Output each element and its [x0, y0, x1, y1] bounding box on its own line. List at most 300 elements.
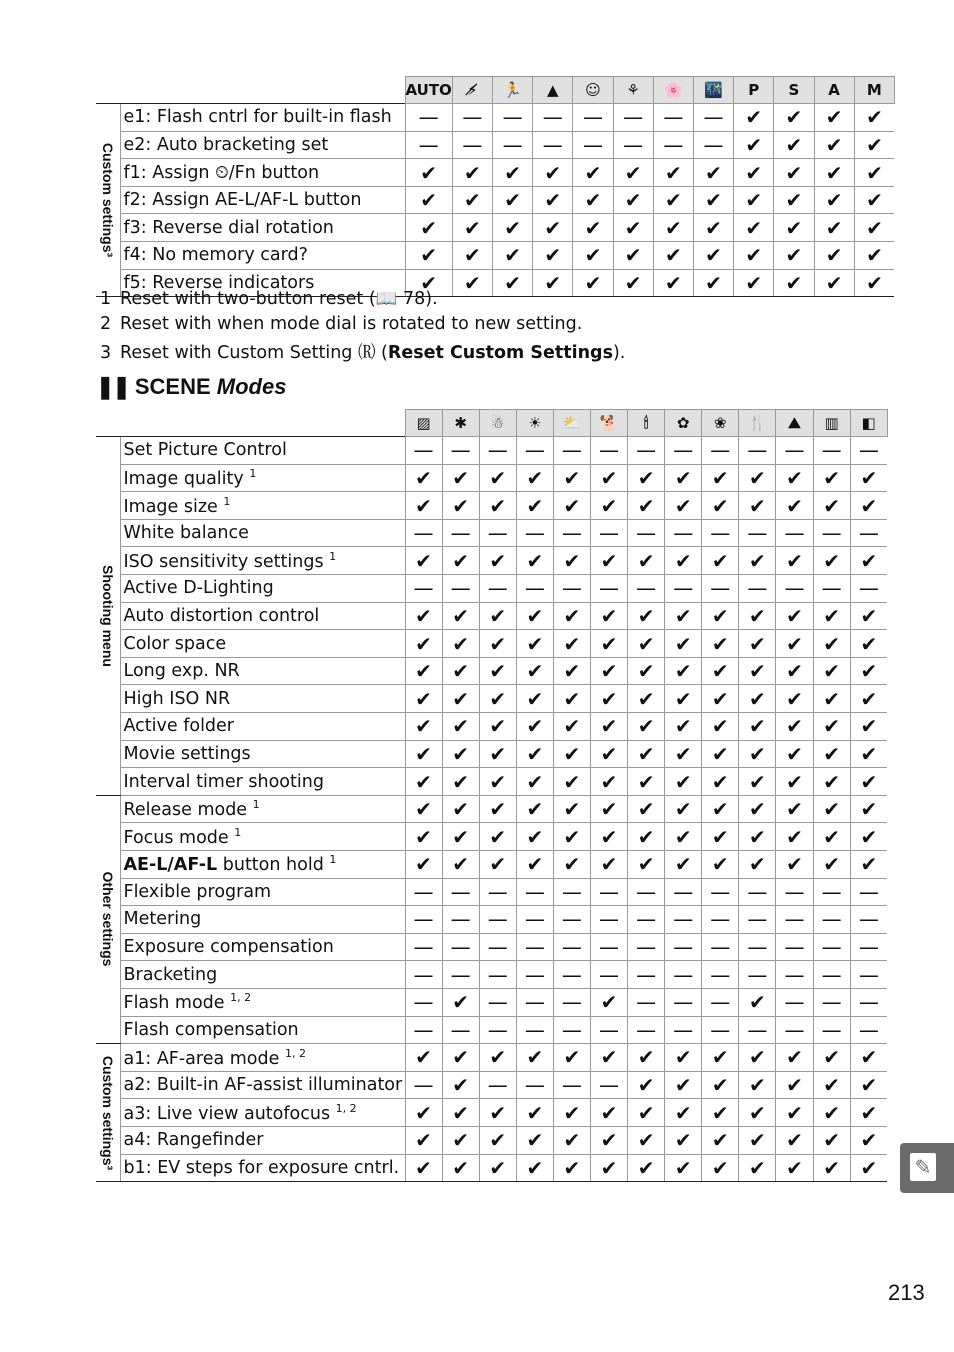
dash-mark: — [665, 988, 702, 1016]
row-label [120, 492, 405, 520]
check-mark: ✔ [442, 740, 479, 768]
check-mark: ✔ [405, 768, 442, 796]
row-label-text: Focus mode [123, 827, 229, 848]
check-mark: ✔ [776, 1071, 813, 1099]
table-row [96, 878, 887, 906]
check-mark: ✔ [628, 851, 665, 879]
mode-header-icon: ▥ [813, 410, 850, 437]
dash-mark: — [479, 1016, 516, 1044]
check-mark: ✔ [665, 464, 702, 492]
check-mark: ✔ [452, 242, 492, 270]
custom-settings-table-1 [96, 76, 895, 297]
row-label-text: f1: Assign ⏲/Fn button [123, 162, 320, 183]
row-label-text: e1: Flash cntrl for built-in flash [123, 107, 392, 128]
mode-header-icon: 🌃 [693, 77, 733, 104]
dash-mark: — [553, 1071, 590, 1099]
check-mark: ✔ [590, 492, 627, 520]
table-row [96, 933, 887, 961]
check-mark: ✔ [854, 104, 894, 132]
dash-mark: — [702, 437, 739, 465]
check-mark: ✔ [734, 186, 774, 214]
check-mark: ✔ [479, 657, 516, 685]
dash-mark: — [452, 104, 492, 132]
dash-mark: — [813, 878, 850, 906]
dash-mark: — [516, 988, 553, 1016]
dash-mark: — [665, 519, 702, 547]
check-mark: ✔ [734, 159, 774, 187]
check-mark: ✔ [479, 823, 516, 851]
dash-mark: — [405, 131, 452, 159]
dash-mark: — [702, 878, 739, 906]
check-mark: ✔ [665, 851, 702, 879]
row-label [120, 575, 405, 603]
dash-mark: — [665, 906, 702, 934]
row-label [120, 768, 405, 796]
check-mark: ✔ [665, 685, 702, 713]
check-mark: ✔ [854, 269, 894, 297]
check-mark: ✔ [493, 159, 533, 187]
check-mark: ✔ [405, 214, 452, 242]
row-label-text: Flash mode [123, 993, 225, 1014]
check-mark: ✔ [665, 602, 702, 630]
table-row [96, 519, 887, 547]
check-mark: ✔ [850, 602, 887, 630]
dash-mark: — [590, 519, 627, 547]
check-mark: ✔ [628, 1044, 665, 1072]
check-mark: ✔ [702, 740, 739, 768]
check-mark: ✔ [590, 630, 627, 658]
check-mark: ✔ [442, 988, 479, 1016]
check-mark: ✔ [442, 547, 479, 575]
check-mark: ✔ [590, 1044, 627, 1072]
check-mark: ✔ [573, 242, 613, 270]
check-mark: ✔ [628, 1126, 665, 1154]
table-row [96, 1126, 887, 1154]
check-mark: ✔ [854, 131, 894, 159]
check-mark: ✔ [479, 795, 516, 823]
check-mark: ✔ [479, 492, 516, 520]
check-mark: ✔ [452, 186, 492, 214]
check-mark: ✔ [442, 713, 479, 741]
footnote-ref: 1 [223, 494, 231, 508]
check-mark: ✔ [613, 269, 653, 297]
dash-mark: — [813, 933, 850, 961]
check-mark: ✔ [850, 492, 887, 520]
dash-mark: — [442, 519, 479, 547]
check-mark: ✔ [613, 214, 653, 242]
check-mark: ✔ [479, 602, 516, 630]
footnote-ref: 1 [329, 853, 337, 867]
footnote-3: 3 Reset with Custom Setting 🄡 (Reset Custom Settings). [100, 343, 626, 363]
check-mark: ✔ [702, 823, 739, 851]
check-mark: ✔ [533, 214, 573, 242]
table-row [96, 630, 887, 658]
mode-header-icon: AUTO [405, 77, 452, 104]
check-mark: ✔ [628, 740, 665, 768]
check-mark: ✔ [814, 242, 854, 270]
dash-mark: — [776, 437, 813, 465]
dash-mark: — [693, 131, 733, 159]
check-mark: ✔ [850, 823, 887, 851]
check-mark: ✔ [553, 1044, 590, 1072]
check-mark: ✔ [590, 602, 627, 630]
check-mark: ✔ [442, 851, 479, 879]
check-mark: ✔ [452, 269, 492, 297]
check-mark: ✔ [665, 740, 702, 768]
check-mark: ✔ [814, 186, 854, 214]
dash-mark: — [479, 988, 516, 1016]
row-label [120, 685, 405, 713]
check-mark: ✔ [776, 602, 813, 630]
check-mark: ✔ [850, 851, 887, 879]
check-mark: ✔ [739, 464, 776, 492]
row-label [120, 519, 405, 547]
check-mark: ✔ [776, 657, 813, 685]
dash-mark: — [813, 961, 850, 989]
check-mark: ✔ [665, 1126, 702, 1154]
check-mark: ✔ [553, 1154, 590, 1182]
row-label-text: a3: Live view autofocus [123, 1103, 331, 1124]
dash-mark: — [590, 933, 627, 961]
check-mark: ✔ [665, 547, 702, 575]
dash-mark: — [665, 878, 702, 906]
dash-mark: — [739, 906, 776, 934]
check-mark: ✔ [665, 1071, 702, 1099]
check-mark: ✔ [774, 159, 814, 187]
check-mark: ✔ [776, 1044, 813, 1072]
table-row [96, 464, 887, 492]
dash-mark: — [442, 906, 479, 934]
dash-mark: — [850, 437, 887, 465]
check-mark: ✔ [665, 657, 702, 685]
check-mark: ✔ [850, 630, 887, 658]
dash-mark: — [628, 961, 665, 989]
dash-mark: — [702, 988, 739, 1016]
check-mark: ✔ [813, 1044, 850, 1072]
dash-mark: — [813, 1016, 850, 1044]
row-label-text: Flash compensation [123, 1019, 299, 1040]
check-mark: ✔ [813, 713, 850, 741]
check-mark: ✔ [479, 630, 516, 658]
check-mark: ✔ [693, 159, 733, 187]
check-mark: ✔ [405, 1099, 442, 1127]
check-mark: ✔ [702, 1154, 739, 1182]
dash-mark: — [516, 961, 553, 989]
check-mark: ✔ [693, 269, 733, 297]
check-mark: ✔ [516, 547, 553, 575]
check-mark: ✔ [814, 214, 854, 242]
dash-mark: — [405, 575, 442, 603]
check-mark: ✔ [813, 602, 850, 630]
check-mark: ✔ [653, 159, 693, 187]
check-mark: ✔ [442, 685, 479, 713]
check-mark: ✔ [739, 1071, 776, 1099]
check-mark: ✔ [553, 492, 590, 520]
mode-header-icon: A [814, 77, 854, 104]
check-mark: ✔ [653, 214, 693, 242]
check-mark: ✔ [774, 131, 814, 159]
check-mark: ✔ [739, 851, 776, 879]
check-mark: ✔ [516, 1044, 553, 1072]
check-mark: ✔ [693, 186, 733, 214]
dash-mark: — [850, 575, 887, 603]
check-mark: ✔ [702, 768, 739, 796]
check-mark: ✔ [739, 1044, 776, 1072]
table-row [96, 492, 887, 520]
row-label-text: White balance [123, 523, 249, 544]
dash-mark: — [405, 1016, 442, 1044]
table-row [96, 961, 887, 989]
check-mark: ✔ [628, 1071, 665, 1099]
mode-header-icon: P [734, 77, 774, 104]
mode-header-icon: ✱ [442, 410, 479, 437]
dash-mark: — [493, 104, 533, 132]
dash-mark: — [405, 1071, 442, 1099]
dash-mark: — [452, 131, 492, 159]
row-label-bold: AE-L/AF-L [123, 855, 218, 876]
check-mark: ✔ [813, 630, 850, 658]
check-mark: ✔ [533, 242, 573, 270]
dash-mark: — [533, 131, 573, 159]
check-mark: ✔ [442, 1071, 479, 1099]
check-mark: ✔ [653, 269, 693, 297]
check-mark: ✔ [850, 768, 887, 796]
check-mark: ✔ [665, 768, 702, 796]
check-mark: ✔ [628, 547, 665, 575]
check-mark: ✔ [405, 464, 442, 492]
row-label-text: b1: EV steps for exposure cntrl. [123, 1157, 400, 1178]
check-mark: ✔ [734, 131, 774, 159]
check-mark: ✔ [442, 492, 479, 520]
check-mark: ✔ [590, 1099, 627, 1127]
table-row [96, 575, 887, 603]
dash-mark: — [479, 519, 516, 547]
dash-mark: — [776, 878, 813, 906]
check-mark: ✔ [814, 159, 854, 187]
table-row [96, 602, 887, 630]
row-label [120, 988, 405, 1016]
check-mark: ✔ [452, 214, 492, 242]
check-mark: ✔ [813, 547, 850, 575]
dash-mark: — [553, 933, 590, 961]
check-mark: ✔ [405, 492, 442, 520]
row-label-text: Bracketing [123, 964, 218, 985]
dash-mark: — [628, 437, 665, 465]
check-mark: ✔ [850, 740, 887, 768]
check-mark: ✔ [776, 795, 813, 823]
group-label [96, 104, 120, 297]
check-mark: ✔ [653, 186, 693, 214]
check-mark: ✔ [590, 823, 627, 851]
check-mark: ✔ [590, 464, 627, 492]
check-mark: ✔ [693, 242, 733, 270]
row-label [120, 214, 405, 242]
check-mark: ✔ [628, 464, 665, 492]
check-mark: ✔ [850, 795, 887, 823]
row-label [120, 437, 405, 465]
check-mark: ✔ [573, 186, 613, 214]
dash-mark: — [739, 1016, 776, 1044]
check-mark: ✔ [405, 602, 442, 630]
check-mark: ✔ [628, 1099, 665, 1127]
dash-mark: — [776, 933, 813, 961]
dash-mark: — [590, 906, 627, 934]
page-number: 213 [888, 1280, 925, 1305]
check-mark: ✔ [613, 186, 653, 214]
row-label [120, 657, 405, 685]
check-mark: ✔ [613, 242, 653, 270]
row-label [120, 464, 405, 492]
table-row [96, 242, 894, 270]
check-mark: ✔ [405, 1154, 442, 1182]
dash-mark: — [776, 906, 813, 934]
check-mark: ✔ [813, 740, 850, 768]
check-mark: ✔ [814, 104, 854, 132]
table-row [96, 795, 887, 823]
check-mark: ✔ [776, 851, 813, 879]
check-mark: ✔ [776, 1154, 813, 1182]
dash-mark: — [479, 933, 516, 961]
check-mark: ✔ [442, 823, 479, 851]
check-mark: ✔ [479, 547, 516, 575]
check-mark: ✔ [850, 1099, 887, 1127]
check-mark: ✔ [739, 492, 776, 520]
mode-header-icon: ⛰ [776, 410, 813, 437]
check-mark: ✔ [702, 1099, 739, 1127]
check-mark: ✔ [590, 988, 627, 1016]
dash-mark: — [442, 1016, 479, 1044]
check-mark: ✔ [553, 740, 590, 768]
mode-header-icon: ❀ [702, 410, 739, 437]
check-mark: ✔ [739, 823, 776, 851]
row-label-text: e2: Auto bracketing set [123, 134, 329, 155]
check-mark: ✔ [553, 1126, 590, 1154]
dash-mark: — [776, 961, 813, 989]
dash-mark: — [628, 906, 665, 934]
row-label [120, 961, 405, 989]
check-mark: ✔ [665, 1099, 702, 1127]
check-mark: ✔ [628, 630, 665, 658]
check-mark: ✔ [850, 1154, 887, 1182]
dash-mark: — [479, 437, 516, 465]
dash-mark: — [516, 906, 553, 934]
dash-mark: — [628, 933, 665, 961]
section-title: ❚❚ SCENE Modes [96, 374, 287, 399]
check-mark: ✔ [442, 1044, 479, 1072]
mode-header-icon: ◧ [850, 410, 887, 437]
check-mark: ✔ [776, 1099, 813, 1127]
row-label [120, 186, 405, 214]
check-mark: ✔ [850, 547, 887, 575]
row-label [120, 1154, 405, 1182]
check-mark: ✔ [590, 795, 627, 823]
check-mark: ✔ [553, 657, 590, 685]
table-row [96, 713, 887, 741]
dash-mark: — [405, 906, 442, 934]
dash-mark: — [573, 104, 613, 132]
check-mark: ✔ [516, 1154, 553, 1182]
check-mark: ✔ [739, 602, 776, 630]
check-mark: ✔ [493, 269, 533, 297]
group-label-text: Custom settings³ [100, 1055, 116, 1170]
check-mark: ✔ [813, 851, 850, 879]
group-label-text: Custom settings³ [100, 143, 116, 258]
check-mark: ✔ [405, 186, 452, 214]
check-mark: ✔ [553, 795, 590, 823]
dash-mark: — [776, 988, 813, 1016]
check-mark: ✔ [739, 1154, 776, 1182]
check-mark: ✔ [739, 740, 776, 768]
check-mark: ✔ [628, 657, 665, 685]
check-mark: ✔ [405, 685, 442, 713]
dash-mark: — [739, 575, 776, 603]
check-mark: ✔ [405, 1044, 442, 1072]
dash-mark: — [628, 878, 665, 906]
row-label [120, 242, 405, 270]
dash-mark: — [405, 437, 442, 465]
side-tab[interactable] [900, 1143, 954, 1193]
check-mark: ✔ [516, 795, 553, 823]
dash-mark: — [739, 961, 776, 989]
dash-mark: — [590, 1016, 627, 1044]
check-mark: ✔ [739, 1126, 776, 1154]
row-label-text: a4: Rangefinder [123, 1130, 264, 1151]
dash-mark: — [739, 437, 776, 465]
check-mark: ✔ [405, 547, 442, 575]
dash-mark: — [653, 131, 693, 159]
dash-mark: — [405, 961, 442, 989]
check-mark: ✔ [776, 630, 813, 658]
dash-mark: — [850, 878, 887, 906]
check-mark: ✔ [628, 685, 665, 713]
check-mark: ✔ [776, 823, 813, 851]
check-mark: ✔ [553, 823, 590, 851]
mode-header-icon: 🐕 [590, 410, 627, 437]
mode-header-icon: 🍴 [739, 410, 776, 437]
group-label [96, 437, 120, 796]
check-mark: ✔ [442, 464, 479, 492]
check-mark: ✔ [479, 768, 516, 796]
row-label-text: f4: No memory card? [123, 245, 308, 266]
check-mark: ✔ [553, 713, 590, 741]
check-mark: ✔ [813, 795, 850, 823]
check-mark: ✔ [702, 795, 739, 823]
check-mark: ✔ [452, 159, 492, 187]
check-mark: ✔ [665, 795, 702, 823]
check-mark: ✔ [813, 1126, 850, 1154]
mode-header-icon: ☺ [573, 77, 613, 104]
dash-mark: — [442, 933, 479, 961]
dash-mark: — [813, 906, 850, 934]
dash-mark: — [590, 878, 627, 906]
mode-header-icon: M [854, 77, 894, 104]
dash-mark: — [702, 1016, 739, 1044]
mode-header-icon: 🏃 [493, 77, 533, 104]
check-mark: ✔ [516, 657, 553, 685]
check-mark: ✔ [813, 657, 850, 685]
dash-mark: — [702, 906, 739, 934]
row-label [120, 740, 405, 768]
check-mark: ✔ [776, 492, 813, 520]
check-mark: ✔ [573, 159, 613, 187]
dash-mark: — [776, 575, 813, 603]
table-row [96, 186, 894, 214]
check-mark: ✔ [665, 1154, 702, 1182]
check-mark: ✔ [628, 1154, 665, 1182]
check-mark: ✔ [479, 851, 516, 879]
dash-mark: — [813, 519, 850, 547]
row-label-text: High ISO NR [123, 688, 231, 709]
